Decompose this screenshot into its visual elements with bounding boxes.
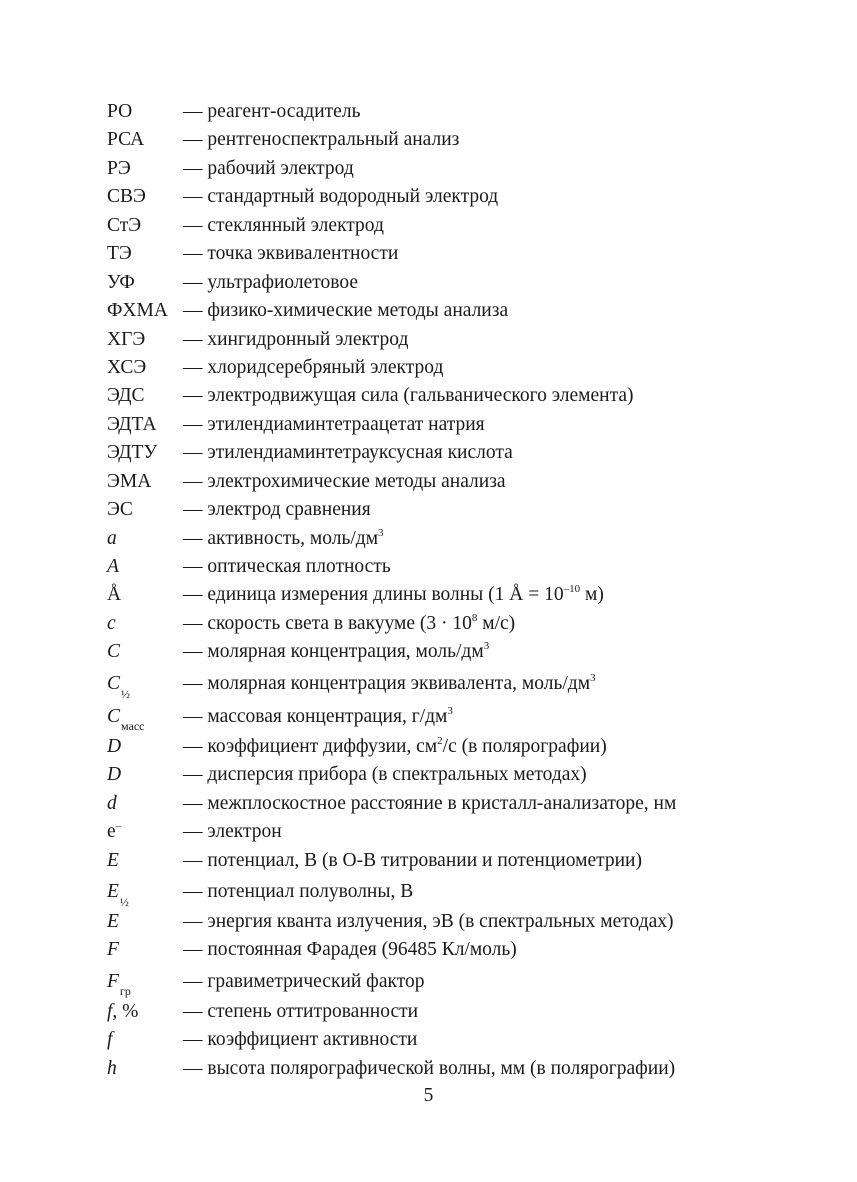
entry-ro [107, 98, 767, 126]
definition: — единица измерения длины волны (1 Å = $10^{-10}$ м) [183, 583, 604, 606]
entry-sve [107, 183, 767, 211]
definition: — электрод сравнения [183, 499, 371, 521]
term: Å [107, 584, 122, 606]
entry-titration-degree [107, 998, 767, 1026]
entry-edta [107, 411, 767, 439]
definition: — коэффициент диффузии, $см^2/с$ (в полярографии) [183, 734, 607, 757]
definition: — электродвижущая сила (гальванического элемента) [183, 385, 634, 407]
entry-activity [107, 525, 767, 553]
entry-edtu [107, 439, 767, 467]
term: ХГЭ [107, 328, 146, 350]
term: $E_{\frac{1}{2}}$ [107, 880, 129, 909]
entry-ema [107, 468, 767, 496]
entry-uf [107, 269, 767, 297]
term: ЭМА [107, 470, 152, 492]
entry-activity-coefficient [107, 1026, 767, 1054]
term: СтЭ [107, 214, 142, 236]
entry-potential [107, 847, 767, 875]
definition: — молярная концентрация, моль/$дм^3$ [183, 640, 490, 663]
definition: — стандартный водородный электрод [183, 186, 499, 208]
term: C [107, 641, 121, 663]
term: ЭДТА [107, 413, 157, 435]
term: $F_{гр}$ [107, 970, 131, 998]
definition: — реагент-осадитель [183, 101, 361, 122]
definition: — высота полярографической волны, мм (в полярографии) [183, 1057, 676, 1079]
abbreviations-list [107, 98, 767, 1083]
term: ЭС [107, 499, 133, 521]
term: ТЭ [107, 243, 132, 265]
definition: — межплоскостное расстояние в кристалл-анализаторе, нм [183, 792, 677, 814]
term: $C_{\frac{1}{2}}$ [107, 672, 131, 701]
definition: — коэффициент активности [183, 1029, 418, 1051]
term: ЭДТУ [107, 442, 158, 464]
term: f, % [107, 1000, 139, 1022]
definition: — точка эквивалентности [183, 243, 399, 265]
entry-dispersion [107, 761, 767, 789]
entry-optical-density [107, 553, 767, 581]
term: СВЭ [107, 186, 146, 208]
entry-ste [107, 212, 767, 240]
term: c [107, 612, 116, 634]
entry-electron [107, 818, 767, 846]
term: E [107, 910, 119, 932]
definition: — этилендиаминтетраацетат натрия [183, 413, 485, 435]
term: d [107, 792, 117, 814]
term: e– [107, 820, 122, 843]
definition: — этилендиаминтетрауксусная кислота [183, 442, 513, 464]
term: a [107, 527, 117, 549]
definition: — хлоридсеребряный электрод [183, 356, 444, 378]
term: $C_{масс}$ [107, 705, 145, 733]
term: E [107, 849, 119, 871]
term: F [107, 939, 119, 961]
definition: — электрохимические методы анализа [183, 470, 506, 492]
entry-gravimetric-factor [107, 965, 767, 998]
definition: — скорость света в вакууме ($3 \cdot 10^8$ м/с) [183, 611, 516, 634]
term: УФ [107, 271, 135, 293]
term: РО [107, 101, 133, 122]
definition: — молярная концентрация эквивалента, моль/$дм^3$ [183, 671, 596, 694]
entry-angstrom [107, 581, 767, 609]
entry-interplanar-distance [107, 790, 767, 818]
term: РЭ [107, 157, 131, 179]
entry-mass-concentration [107, 700, 767, 733]
entry-wave-height [107, 1055, 767, 1083]
definition: — рабочий электрод [183, 157, 354, 179]
definition: — постоянная Фарадея (96485 Кл/моль) [183, 939, 517, 961]
page-number: 5 [423, 1085, 434, 1106]
term: D [107, 735, 122, 757]
definition: — рентгеноспектральный анализ [183, 129, 460, 151]
definition: — хингидронный электрод [183, 328, 409, 350]
entry-half-wave-potential [107, 875, 767, 908]
entry-equivalent-concentration [107, 667, 767, 700]
term: ХСЭ [107, 356, 147, 378]
definition: — физико-химические методы анализа [183, 300, 509, 322]
definition: — степень оттитрованности [183, 1000, 419, 1022]
entry-hge [107, 326, 767, 354]
term: РСА [107, 129, 145, 151]
definition: — гравиметрический фактор [183, 970, 425, 992]
term: ФХМА [107, 300, 168, 322]
definition: — ультрафиолетовое [183, 271, 358, 293]
definition: — массовая концентрация, $г/дм^3$ [183, 704, 453, 727]
entry-faraday-constant [107, 936, 767, 964]
entry-rsa [107, 126, 767, 154]
term: A [107, 556, 119, 577]
definition: — потенциал полуволны, В [183, 880, 414, 902]
entry-eds [107, 382, 767, 410]
term: f [107, 1029, 113, 1051]
definition: — оптическая плотность [183, 556, 391, 577]
entry-te [107, 240, 767, 268]
entry-speed-of-light [107, 610, 767, 638]
entry-hse [107, 354, 767, 382]
term: h [107, 1057, 117, 1079]
entry-quantum-energy [107, 908, 767, 936]
term: D [107, 764, 122, 786]
term: ЭДС [107, 385, 145, 407]
entry-diffusion-coefficient [107, 733, 767, 761]
definition: — активность, моль/$дм^3$ [183, 526, 384, 549]
definition: — дисперсия прибора (в спектральных методах) [183, 764, 587, 786]
definition: — стеклянный электрод [183, 214, 384, 236]
definition: — электрон [183, 821, 282, 843]
entry-molar-concentration [107, 638, 767, 666]
entry-es [107, 496, 767, 524]
entry-fhma [107, 297, 767, 325]
entry-re [107, 155, 767, 183]
definition: — потенциал, В (в О-В титровании и потенциометрии) [183, 849, 642, 871]
definition: — энергия кванта излучения, эВ (в спектральных методах) [183, 910, 674, 932]
